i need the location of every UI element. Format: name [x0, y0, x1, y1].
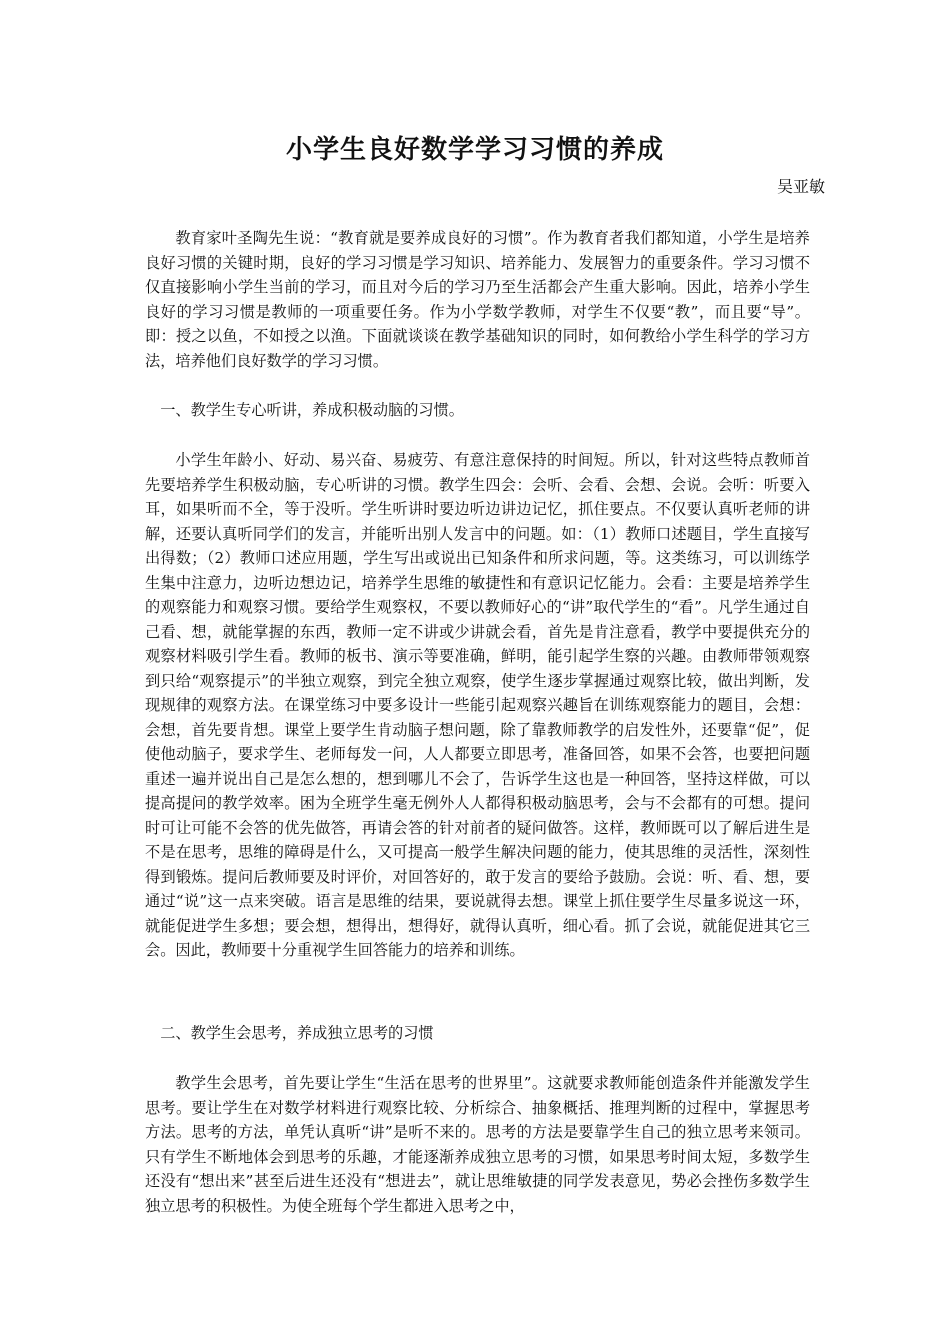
document-author: 吴亚敏 — [776, 177, 825, 196]
section-body-1: 小学生年龄小、好动、易兴奋、易疲劳、有意注意保持的时间短。所以，针对这些特点教师首先要培养学生积极动脑，专心听讲的习惯。教学生四会：会听、会看、会想、会说。会听：听要入耳，如果听而不全，等于没听。学生听讲时要边听边讲边记忆，抓住要点。不仅要认真听老师的讲解，还要认真听同学们的发言，并能听出别人发言中的问题。如：（1）教师口述题目，学生直接写出得数；（2）教师口述应用题，学生写出或说出已知条件和所求问题，等。这类练习，可以训练学生集中注意力，边听边想边记，培养学生思维的敏捷性和有意识记忆能力。会看：主要是培养学生的观察能力和观察习惯。要给学生观察权，不要以教师好心的“讲”取代学生的“看”。凡学生通过自己看、想，就能掌握的东西，教师一定不讲或少讲就会看，首先是肯注意看，教学中要提供充分的观察材料吸引学生看。教师的板书、演示等要准确，鲜明，能引起学生察的兴趣。由教师带领观察到只给“观察提示”的半独立观察，到完全独立观察，使学生逐步掌握通过观察比较，做出判断，发现规律的观察方法。在课堂练习中要多设计一些能引起观察兴趣旨在训练观察能力的题目，会想：会想，首先要肯想。课堂上要学生肯动脑子想问题，除了靠教师教学的启发性外，还要靠“促”，促使他动脑子，要求学生、老师每发一问，人人都要立即思考，准备回答，如果不会答，也要把问题重述一遍并说出自己是怎么想的，想到哪儿不会了，告诉学生这也是一种回答，坚持这样做，可以提高提问的教学效率。困为全班学生毫无例外人人都得积极动脑思考，会与不会都有的可想。提问时可让可能不会答的优先做答，再请会答的针对前者的疑问做答。这样，教师既可以了解后进生是不是在思考，思维的障碍是什么，又可提高一般学生解决问题的能力，使其思维的灵活性，深刻性得到锻炼。提问后教师要及时评价，对回答好的，敢于发言的要给予鼓励。会说：听、看、想，要通过“说”这一点来突破。语言是思维的结果，要说就得去想。课堂上抓住要学生尽量多说这一环，就能促进学生多想；要会想，想得出，想得好，就得认真听，细心看。抓了会说，就能促进其它三会。因此，教师要十分重视学生回答能力的培养和训练。 — [145, 451, 810, 959]
section-body-2: 教学生会思考，首先要让学生“生活在思考的世界里”。这就要求教师能创造条件并能激发学生思考。要让学生在对数学材料进行观察比较、分析综合、抽象概括、推理判断的过程中，掌握思考方法。思考的方法，单凭认真听“讲”是听不来的。思考的方法是要靠学生自己的独立思考来领司。只有学生不断地体会到思考的乐趣，才能逐渐养成独立思考的习惯，如果思考时间太短，多数学生还没有“想出来”甚至后进生还没有“想进去”，就让思维敏捷的同学发表意见，势必会挫伤多数学生独立思考的积极性。为使全班每个学生都进入思考之中， — [145, 1074, 810, 1215]
document-title: 小学生良好数学学习习惯的养成 — [285, 135, 664, 165]
section-heading-2: 二、教学生会思考，养成独立思考的习惯 — [160, 1024, 434, 1042]
intro-paragraph: 教育家叶圣陶先生说：“教育就是要养成良好的习惯”。作为教育者我们都知道，小学生是培养良好习惯的关键时期，良好的学习习惯是学习知识、培养能力、发展智力的重要条件。学习习惯不仅直接影响小学生当前的学习，而且对今后的学习乃至生活都会产生重大影响。因此，培养小学生良好的学习习惯是教师的一项重要任务。作为小学数学教师，对学生不仅要“教”，而且要“导”。即：授之以鱼，不如授之以渔。下面就谈谈在教学基础知识的同时，如何教给小学生科学的学习方法，培养他们良好数学的学习习惯。 — [145, 229, 810, 370]
section-heading-1: 一、教学生专心听讲，养成积极动脑的习惯。 — [160, 401, 464, 419]
